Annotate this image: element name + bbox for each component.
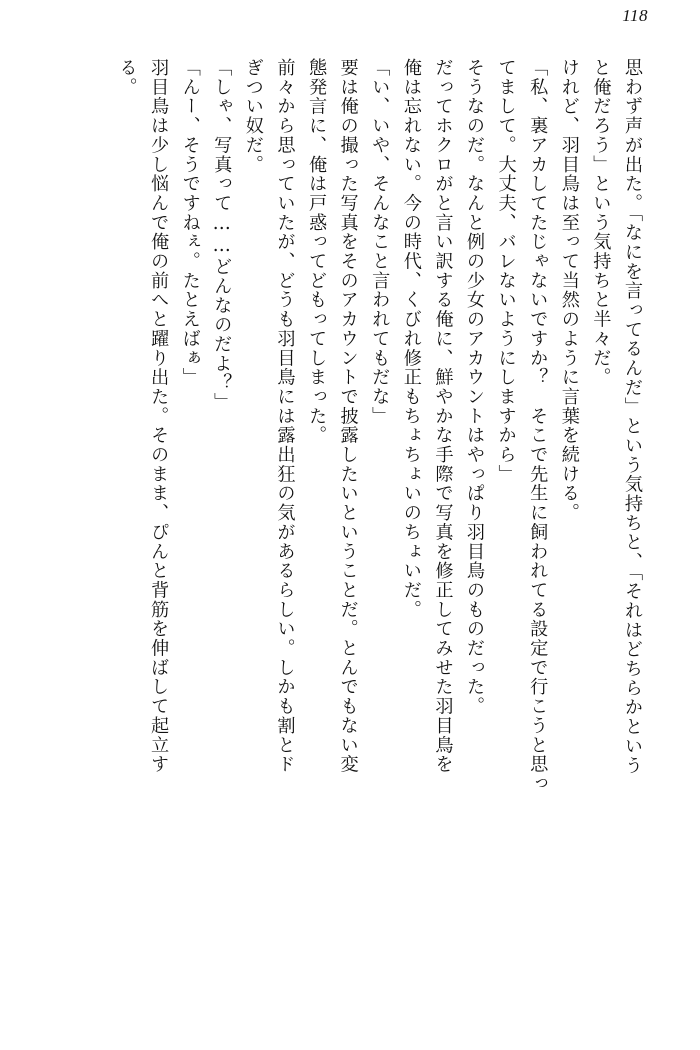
paragraph-line: 思わず声が出た。「なにを言ってるんだ」という気持ちと、「それはどちらかという (622, 58, 643, 776)
paragraph-line: 「い、いや、そんなこと言われてもだな」 (369, 58, 391, 426)
paragraph-line: 「私、裏アカしてたじゃないですか？ そこで先生に飼われてる設定で行こうと思っ (527, 58, 549, 794)
paragraph-line: てまして。大丈夫、バレないようにしますから」 (495, 58, 517, 484)
paragraph-line: そうなのだ。なんと例の少女のアカウントはやっぱり羽目鳥のものだった。 (464, 58, 486, 716)
paragraph-line: 態発言に、俺は戸惑ってどもってしまった。 (306, 58, 328, 445)
paragraph-line: と俺だろう」という気持ちと半々だ。 (590, 58, 612, 387)
paragraph-line: 「んー、そうですねぇ。たとえばぁ」 (179, 58, 201, 387)
body-text-vertical (42, 58, 648, 1022)
paragraph-line: ぎつい奴だ。 (242, 58, 264, 175)
page-number: 118 (622, 6, 648, 25)
paragraph-line: けれど、羽目鳥は至って当然のように言葉を続ける。 (558, 58, 580, 523)
paragraph-line: 要は俺の撮った写真をそのアカウントで披露したいということだ。とんでもない変 (337, 58, 359, 774)
paragraph-line: 俺は忘れない。今の時代、くびれ修正もちょちょいのちょいだ。 (400, 58, 422, 620)
paragraph-line: 「しゃ、写真って……どんなのだよ？」 (211, 58, 233, 412)
paragraph-line: だってホクロがと言い訳する俺に、鮮やかな手際で写真を修正してみせた羽目鳥を (432, 58, 454, 774)
paragraph-line: る。 (116, 58, 138, 97)
paragraph-line: 前々から思っていたが、どうも羽目鳥には露出狂の気があるらしい。しかも割とド (274, 58, 296, 774)
paragraph-line: 羽目鳥は少し悩んで俺の前へと躍り出た。そのまま、ぴんと背筋を伸ばして起立す (148, 58, 170, 774)
